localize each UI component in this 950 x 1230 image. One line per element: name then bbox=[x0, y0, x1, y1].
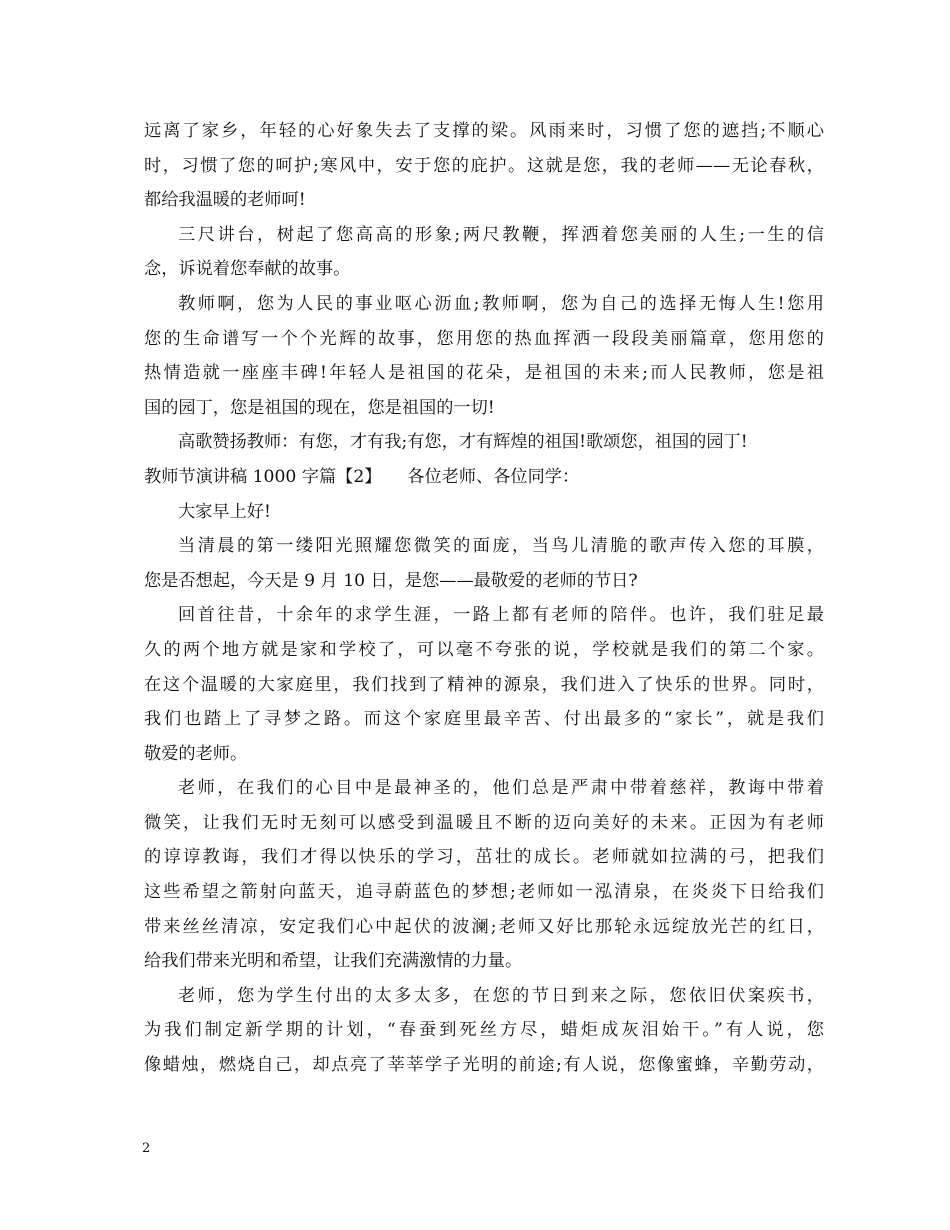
text-line: 回首往昔，十余年的求学生涯，一路上都有老师的陪伴。也许，我们驻足最 bbox=[178, 605, 824, 626]
text-line: 念，诉说着您奉献的故事。 bbox=[144, 259, 351, 280]
text-line: 大家早上好! bbox=[178, 501, 271, 522]
text-line: 微笑，让我们无时无刻可以感受到温暖且不断的迈向美好的未来。正因为有老师 bbox=[144, 812, 824, 833]
text-line: 高歌赞扬教师：有您，才有我;有您，才有辉煌的祖国!歌颂您，祖国的园丁! bbox=[178, 432, 748, 453]
text-line: 三尺讲台，树起了您高高的形象;两尺教鞭，挥洒着您美丽的人生;一生的信 bbox=[178, 224, 824, 245]
text-line: 在这个温暖的大家庭里，我们找到了精神的源泉，我们进入了快乐的世界。同时， bbox=[144, 674, 824, 695]
text-line: 教师啊，您为人民的事业呕心沥血;教师啊，您为自己的选择无悔人生!您用 bbox=[178, 293, 824, 314]
text-line: 我们也踏上了寻梦之路。而这个家庭里最辛苦、付出最多的“家长”，就是我们 bbox=[144, 709, 824, 730]
text-line: 久的两个地方就是家和学校了，可以毫不夸张的说，学校就是我们的第二个家。 bbox=[144, 639, 824, 660]
text-line: 您的生命谱写一个个光辉的故事，您用您的热血挥洒一段段美丽篇章，您用您的 bbox=[144, 328, 824, 349]
text-line: 敬爱的老师。 bbox=[144, 743, 248, 764]
text-line: 您是否想起，今天是 9 月 10 日，是您——最敬爱的老师的节日? bbox=[144, 570, 638, 591]
text-line: 老师，您为学生付出的太多太多，在您的节日到来之际，您依旧伏案疾书， bbox=[178, 985, 824, 1006]
text-line: 带来丝丝清凉，安定我们心中起伏的波澜;老师又好比那轮永远绽放光芒的红日， bbox=[144, 916, 824, 937]
text-line: 这些希望之箭射向蓝天，追寻蔚蓝色的梦想;老师如一泓清泉，在炎炎下日给我们 bbox=[144, 882, 824, 903]
body-text bbox=[144, 114, 824, 1083]
text-line: 时，习惯了您的呵护;寒风中，安于您的庇护。这就是您，我的老师——无论春秋， bbox=[144, 155, 824, 176]
text-line: 像蜡烛，燃烧自己，却点亮了莘莘学子光明的前途;有人说，您像蜜蜂，辛勤劳动， bbox=[144, 1055, 824, 1076]
page-number: 2 bbox=[142, 1141, 151, 1156]
text-line: 都给我温暖的老师呵! bbox=[144, 190, 306, 211]
text-line: 给我们带来光明和希望，让我们充满激情的力量。 bbox=[144, 951, 523, 972]
text-line: 国的园丁，您是祖国的现在，您是祖国的一切! bbox=[144, 397, 495, 418]
text-line: 当清晨的第一缕阳光照耀您微笑的面庞，当鸟儿清脆的歌声传入您的耳膜， bbox=[178, 536, 824, 557]
text-line: 教师节演讲稿 1000 字篇【2】 各位老师、各位同学： bbox=[144, 466, 580, 487]
text-line: 热情造就一座座丰碑!年轻人是祖国的花朵，是祖国的未来;而人民教师，您是祖 bbox=[144, 363, 824, 384]
text-line: 远离了家乡，年轻的心好象失去了支撑的梁。风雨来时，习惯了您的遮挡;不顺心 bbox=[144, 121, 824, 141]
text-line: 老师，在我们的心目中是最神圣的，他们总是严肃中带着慈祥，教诲中带着 bbox=[178, 778, 824, 799]
text-line: 为我们制定新学期的计划，“春蚕到死丝方尽，蜡炬成灰泪始干。”有人说，您 bbox=[144, 1020, 824, 1041]
text-line: 的谆谆教诲，我们才得以快乐的学习，茁壮的成长。老师就如拉满的弓，把我们 bbox=[144, 847, 824, 868]
